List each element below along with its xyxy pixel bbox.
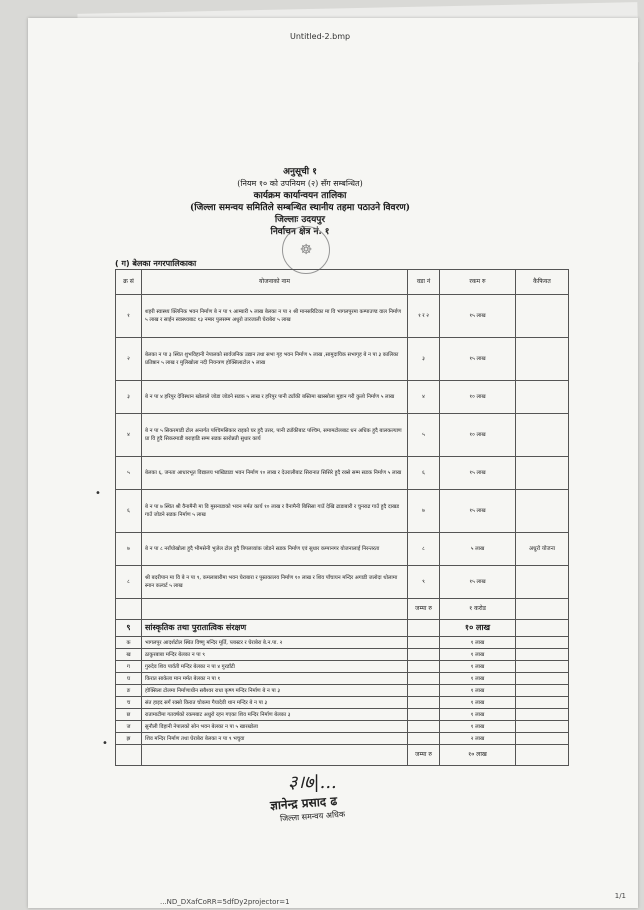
row-sn: ५ [116, 457, 142, 490]
sub-ward [408, 733, 440, 745]
section-sn: ९ [116, 620, 142, 637]
sub-ward [408, 661, 440, 673]
row-remark: अधुरो योजना [516, 533, 569, 566]
header-line-2: (नियम १० को उपनियम (२) सँग सम्बन्धित) [237, 179, 363, 188]
table-header-row [116, 270, 569, 295]
page-number: 1/1 [614, 892, 626, 900]
section-blank [408, 620, 440, 637]
signature-block [270, 770, 345, 822]
sub-amount: १ लाख [440, 721, 516, 733]
sub-amount: २ लाख [440, 733, 516, 745]
sub-row [116, 721, 569, 733]
sub-remark [516, 649, 569, 661]
total-blank [116, 745, 142, 766]
table-row [116, 457, 569, 490]
sub-name: संत हाइद सगँ रक्सो किरात चोकमा गैयादेवी थान मन्दिर बे न पा ३ [142, 697, 408, 709]
row-ward: ८ [408, 533, 440, 566]
row-amount: १० लाख [440, 381, 516, 414]
row-amount: १५ लाख [440, 295, 516, 338]
sub-name: ठाकुरबाबा मन्दिर बेलका न पा ९ [142, 649, 408, 661]
signer-name: ज्ञानेन्द्र प्रसाद ढ [269, 793, 338, 813]
header-line-4: (जिल्ला समन्वय समितिले सम्बन्धित स्थानीय तहमा पठाउने विवरण) [189, 203, 411, 213]
sub-row [116, 673, 569, 685]
sub-sn: घ [116, 673, 142, 685]
total-blank [516, 745, 569, 766]
row-remark [516, 414, 569, 457]
footer-url: ...ND_DXafCoRR=5dfDy2projector=1 [160, 898, 290, 906]
sub-name: भागलपुर आदर्शटोल स्थित विष्णु मन्दिर मूर्ति, प्लास्टर र घेराबेरा बे.न.पा. २ [142, 637, 408, 649]
total-label: जम्मा रु [408, 745, 440, 766]
header-line-5: जिल्लाः उदयपुर [274, 215, 326, 225]
sub-sn: ङ [116, 685, 142, 697]
sub-sn: च [116, 697, 142, 709]
row-name: शहरी स्वास्थ्य क्लिनिक भवन निर्माण बे न पा ९ आम्बारी ५ लाख बेलका न पा २ श्री मानसरिटिका मा वि भागलपुरमा कम्पाउण्ड वाल निर्माण ५ लाख र साईन स्वास्थ्यबाट १३ नम्बर पुलसम्म अधुरो तारजाली घेराबेरा ५ लाख [142, 295, 408, 338]
sub-row [116, 733, 569, 745]
row-amount: १५ लाख [440, 338, 516, 381]
row-remark [516, 490, 569, 533]
sub-amount: १ लाख [440, 685, 516, 697]
table-row [116, 414, 569, 457]
sub-name: होक्सिला टोलमा निर्माणाधीन सबैश्वर राधा कृष्ण मन्दिर निर्माण बे न पा ३ [142, 685, 408, 697]
row-sn: ८ [116, 566, 142, 599]
row-sn: १ [116, 295, 142, 338]
sub-remark [516, 637, 569, 649]
row-remark [516, 295, 569, 338]
row-sn: ३ [116, 381, 142, 414]
row-remark [516, 566, 569, 599]
col-name-header: योजनाको नाम [142, 270, 408, 295]
sub-remark [516, 673, 569, 685]
sub-ward [408, 697, 440, 709]
office-seal-icon: ☸ [282, 226, 330, 274]
row-sn: ४ [116, 414, 142, 457]
sub-amount: १ लाख [440, 673, 516, 685]
table-row [116, 381, 569, 414]
sub-sn: ज [116, 721, 142, 733]
sub-sn: झ [116, 733, 142, 745]
total-row [116, 599, 569, 620]
sub-sn: छ [116, 709, 142, 721]
row-ward: १ र २ [408, 295, 440, 338]
total-blank [142, 745, 408, 766]
margin-mark-icon: • [102, 738, 108, 749]
row-name: बे न पा ५ सिकरमाडी टोल अन्तर्गत पश्चिमसिकार राइको घर हुदै उत्तर, पानी ट्याँकीबाट पश्चिम, समामटोलबाट धन अधिक हुदै बालकल्याण प्रा वि हुदै सिकरमाडी बराहाडि सम्म सडक स्तरोन्नती सुधार कार्य [142, 414, 408, 457]
table-row [116, 566, 569, 599]
sub-sn: क [116, 637, 142, 649]
sub-name: रातामाटीमा गतवर्षको रकमबाट अधुरो रहन गएका शिव मन्दिर निर्माण बेलका ३ [142, 709, 408, 721]
row-amount: १५ लाख [440, 566, 516, 599]
sub-row [116, 649, 569, 661]
row-remark [516, 381, 569, 414]
col-ward-header: वडा नं [408, 270, 440, 295]
row-name: बेलका ६, जनता आधारभूत विद्यालय भाखिडाडा भवन निर्माण १० लाख र देउरालीबाट सिरानात सिसिरे हुदै रक्से सम्म सडक निर्माण ५ लाख [142, 457, 408, 490]
row-name: बे न पा ४ हरिपुर देविस्थान खोलाले जोडा जोडने सडक ५ लाख र हरिपुर पानी ट्याँकी बस्तिमा खास्सोला मुहान गरी कुलो निर्माण ५ लाख [142, 381, 408, 414]
total-blank [142, 599, 408, 620]
row-sn: ६ [116, 490, 142, 533]
section-amount: १० लाख [440, 620, 516, 637]
section-blank [516, 620, 569, 637]
program-table [115, 269, 569, 766]
row-name: बे न पा ७ स्थित श्री वैनामैनी मा वि मुसनाडाको भवन मर्मत कार्य १० लाख र वैनामैनी बिसिसा गाउँ देखि ढाडाबारी र चुनराढ गाउँ हुदै दाखड गाउँ जोडने सडक निर्माण ५ लाख [142, 490, 408, 533]
total-blank [116, 599, 142, 620]
sub-remark [516, 733, 569, 745]
signer-title: जिल्ला समन्वय अधिक [279, 809, 346, 824]
header-line-6: निर्वाचन क्षेत्र नं. १ [270, 227, 330, 237]
signature-scribble: ३।७|... [288, 772, 337, 793]
sub-remark [516, 721, 569, 733]
sub-amount: १ लाख [440, 661, 516, 673]
row-ward: ३ [408, 338, 440, 381]
sub-name: शिव मन्दिर निर्माण तथा घेराबेरा बेलका न पा ९ भचुवा [142, 733, 408, 745]
section-title: ( ग) बेलका नगरपालिकाका [115, 259, 197, 268]
row-ward: ९ [408, 566, 440, 599]
row-ward: ५ [408, 414, 440, 457]
sub-ward [408, 649, 440, 661]
sub-amount: १ लाख [440, 649, 516, 661]
sub-remark [516, 685, 569, 697]
sub-amount: १ लाख [440, 697, 516, 709]
sub-name: गुरुदेव शिव पार्वती मन्दिर बेलका न पा ४ गुरडाँटी [142, 661, 408, 673]
row-ward: ४ [408, 381, 440, 414]
row-name: श्री बदरीपान मा वि बे न पा ९, कमलाबारीमा भवन घेराबारा र पुस्तकालय निर्माण १० लाख र शिव पाँचायन मन्दिर अगाडी जलोदा थोलामा स्नान कल्वर्ट ५ लाख [142, 566, 408, 599]
table-row [116, 490, 569, 533]
total-amount: १ करोड [440, 599, 516, 620]
row-ward: ७ [408, 490, 440, 533]
sub-amount: १ लाख [440, 709, 516, 721]
sub-row [116, 637, 569, 649]
row-amount: ५ लाख [440, 533, 516, 566]
sub-ward [408, 637, 440, 649]
row-amount: १५ लाख [440, 490, 516, 533]
row-sn: २ [116, 338, 142, 381]
sub-row [116, 697, 569, 709]
file-title: Untitled-2.bmp [290, 32, 351, 41]
margin-mark-icon: • [95, 488, 101, 499]
row-amount: १० लाख [440, 414, 516, 457]
row-name: बे न पा ८ नराँयोखोला हुदै भीमसेनी भुजेल टोल हुदै त्रिपलव्यांक जोडने सडक निर्माण एवं सुधार कम्पानगर योजनालाई निरन्तरता [142, 533, 408, 566]
table-row [116, 295, 569, 338]
sub-name: सुनौली विहानी नेपालको सोन भवन बेलका न पा ५ खारखोला [142, 721, 408, 733]
total-row [116, 745, 569, 766]
row-remark [516, 457, 569, 490]
col-sn-header: क्र सं [116, 270, 142, 295]
table-row [116, 533, 569, 566]
sub-sn: ग [116, 661, 142, 673]
sub-row [116, 661, 569, 673]
section-heading-row [116, 620, 569, 637]
row-sn: ७ [116, 533, 142, 566]
sub-amount: १ लाख [440, 637, 516, 649]
sub-remark [516, 709, 569, 721]
total-amount: १० लाख [440, 745, 516, 766]
table-row [116, 338, 569, 381]
row-name: बेलका न पा ३ स्थित शुभविहानी नेपालको सार्वजनिक उद्यान तथा सभा गृह भवन निर्माण ५ लाख ,सामुदायिक सभागृह बे न पा ३ कालिका प्रतिष्ठान ५ लाख र मुलिखोला नदी नियन्त्रण होक्सिलाटोल ५ लाख [142, 338, 408, 381]
sub-remark [516, 697, 569, 709]
row-remark [516, 338, 569, 381]
sub-ward [408, 673, 440, 685]
sub-name: किरात साकेला मान मर्मत बेलका न पा १ [142, 673, 408, 685]
sub-ward [408, 709, 440, 721]
sub-ward [408, 685, 440, 697]
row-ward: ६ [408, 457, 440, 490]
sub-ward [408, 721, 440, 733]
row-amount: १५ लाख [440, 457, 516, 490]
col-amount-header: रकम रु [440, 270, 516, 295]
sub-remark [516, 661, 569, 673]
section-title-cell: सांस्कृतिक तथा पुरातात्विक संरक्षण [142, 620, 408, 637]
header-line-1: अनुसूची १ [283, 167, 317, 177]
total-label: जम्मा रु [408, 599, 440, 620]
sub-sn: ख [116, 649, 142, 661]
sub-row [116, 685, 569, 697]
total-blank [516, 599, 569, 620]
col-remark-header: कैफियत [516, 270, 569, 295]
sub-row [116, 709, 569, 721]
header-line-3: कार्यक्रम कार्यान्वयन तालिका [253, 191, 347, 201]
